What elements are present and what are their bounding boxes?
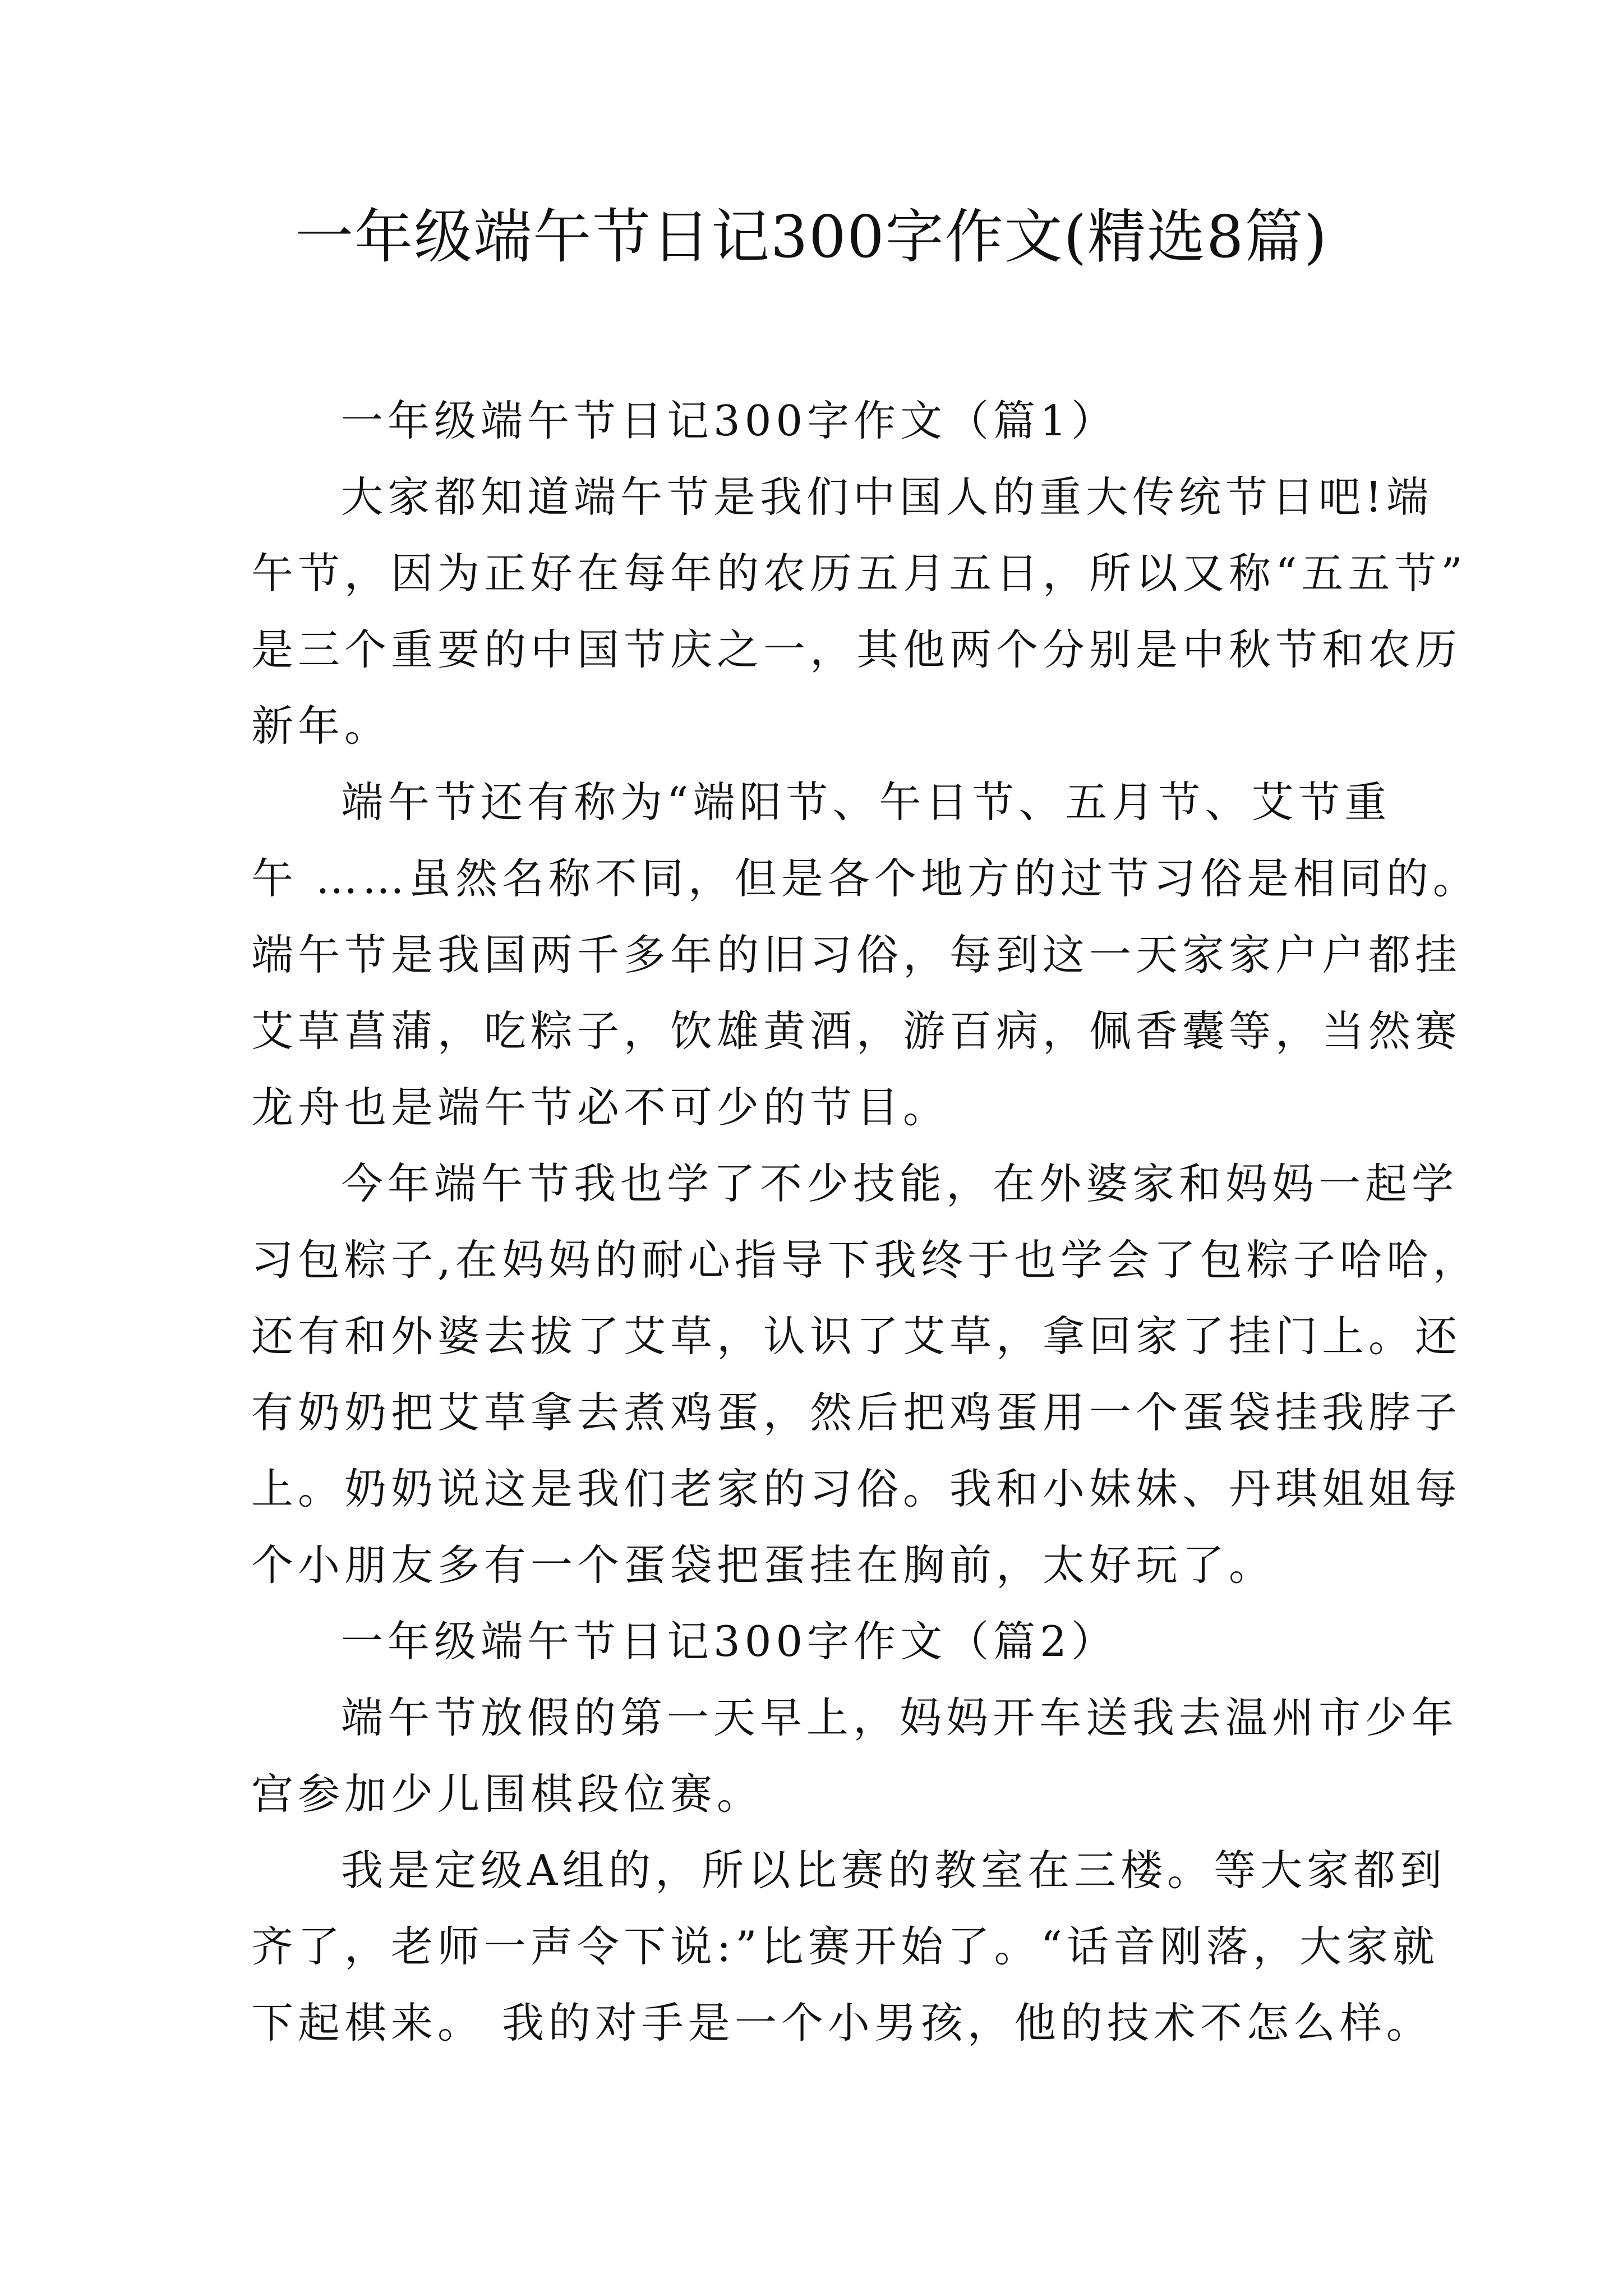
document-body — [251, 383, 1479, 2061]
text-line: 端午节是我国两千多年的旧习俗，每到这一天家家户户都挂 — [251, 930, 1462, 979]
text-line: 我是定级A组的，所以比赛的教室在三楼。等大家都到 — [341, 1846, 1447, 1895]
text-line: 午 ……虽然名称不同，但是各个地方的过节习俗是相同的。 — [251, 854, 1479, 903]
text-line: 有奶奶把艾草拿去煮鸡蛋，然后把鸡蛋用一个蛋袋挂我脖子 — [251, 1388, 1462, 1437]
text-line: 上。奶奶说这是我们老家的习俗。我和小妹妹、丹琪姐姐每 — [251, 1464, 1462, 1513]
text-line: 一年级端午节日记300字作文（篇2） — [341, 1617, 1118, 1666]
text-line: 新年。 — [251, 701, 391, 751]
text-line: 个小朋友多有一个蛋袋把蛋挂在胸前，太好玩了。 — [251, 1540, 1276, 1590]
text-line: 宫参加少儿围棋段位赛。 — [251, 1769, 764, 1819]
document-title: 一年级端午节日记300字作文(精选8篇) — [295, 203, 1328, 271]
text-line: 是三个重要的中国节庆之一，其他两个分别是中秋节和农历 — [251, 625, 1462, 674]
text-line: 还有和外婆去拔了艾草，认识了艾草，拿回家了挂门上。还 — [251, 1312, 1462, 1361]
text-line: 下起棋来。 我的对手是一个小男孩，他的技术不怎么样。 — [251, 1998, 1433, 2047]
text-line: 艾草菖蒲，吃粽子，饮雄黄酒，游百病，佩香囊等，当然赛 — [251, 1006, 1462, 1056]
text-line: 齐了，老师一声令下说:”比赛开始了。“话音刚落，大家就 — [251, 1922, 1439, 1971]
text-line: 习包粽子,在妈妈的耐心指导下我终于也学会了包粽子哈哈， — [251, 1235, 1479, 1285]
text-line: 大家都知道端午节是我们中国人的重大传统节日吧!端 — [341, 472, 1433, 522]
text-line: 今年端午节我也学了不少技能，在外婆家和妈妈一起学 — [341, 1159, 1459, 1208]
text-line: 一年级端午节日记300字作文（篇1） — [341, 396, 1118, 445]
text-line: 端午节还有称为“端阳节、午日节、五月节、艾节重 — [341, 777, 1391, 827]
text-line: 端午节放假的第一天早上，妈妈开车送我去温州市少年 — [341, 1693, 1459, 1742]
text-line: 午节，因为正好在每年的农历五月五日，所以又称“五五节” — [251, 549, 1467, 598]
text-line: 龙舟也是端午节必不可少的节目。 — [251, 1083, 950, 1132]
